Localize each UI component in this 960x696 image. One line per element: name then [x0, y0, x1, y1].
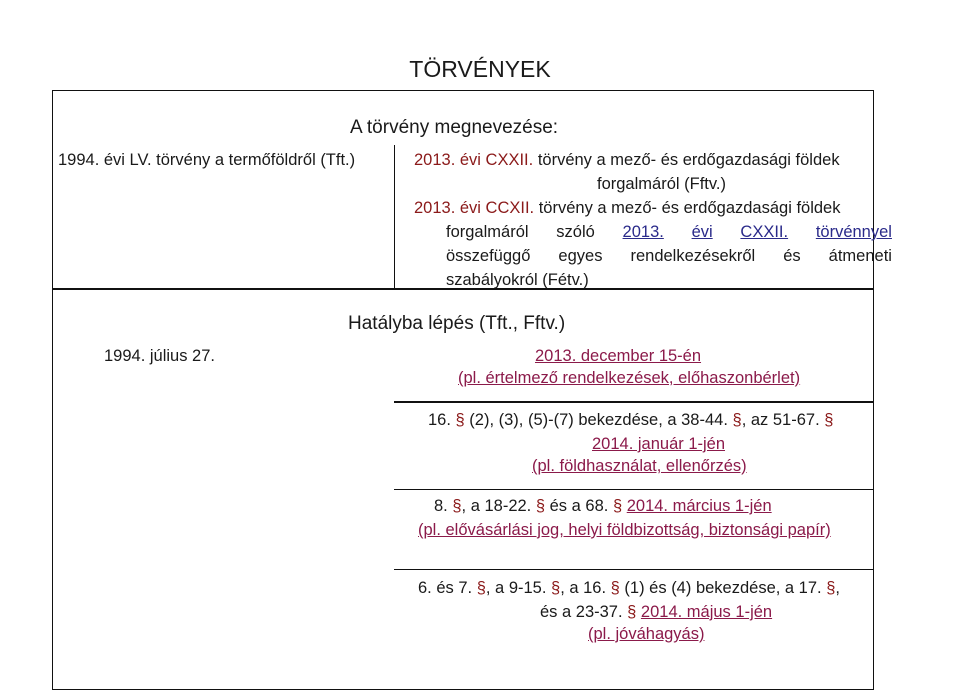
divider: [394, 145, 395, 290]
effect-note-3: (pl. elővásárlási jog, helyi földbizottság, biztonsági papír): [418, 521, 831, 539]
effect-provisions-4-line2: és a 23-37. § 2014. május 1-jén: [540, 603, 773, 621]
new-law-name-2-line3: összefüggő egyes rendelkezésekről és átmeneti: [446, 247, 892, 265]
effect-provisions-2: 16. § (2), (3), (5)-(7) bekezdése, a 38-44. §, az 51-67. §: [428, 411, 834, 429]
new-law-name-2-line2: forgalmáról szóló 2013. évi CXXII. törvénnyel: [446, 220, 892, 244]
effect-date-4[interactable]: 2014. május 1-jén: [640, 603, 773, 621]
effect-note-1: (pl. értelmező rendelkezések, előhaszonbérlet): [458, 369, 801, 387]
new-law-name-1-line2: forgalmáról (Fftv.): [597, 175, 726, 193]
effect-left-column: [52, 352, 394, 690]
effect-note-4: (pl. jóváhagyás): [588, 625, 705, 643]
page-title: TÖRVÉNYEK: [409, 56, 551, 82]
effect-note-2: (pl. földhasználat, ellenőrzés): [532, 457, 747, 475]
effect-date-1[interactable]: 2013. december 15-én: [535, 347, 702, 365]
old-law-effect-date: 1994. július 27.: [104, 347, 215, 365]
law-name-heading: A törvény megnevezése:: [350, 117, 559, 138]
effect-date-3[interactable]: 2014. március 1-jén: [626, 497, 772, 515]
new-law-1-id: 2013. évi CXXII.: [414, 151, 534, 169]
new-law-2-id: 2013. évi CCXII.: [414, 199, 535, 217]
effect-heading: Hatályba lépés (Tft., Fftv.): [348, 313, 566, 334]
effect-provisions-4: 6. és 7. §, a 9-15. §, a 16. § (1) és (4) bekezdése, a 17. §,: [418, 579, 840, 597]
new-law-name-1: 2013. évi CXXII. törvény a mező- és erdőgazdasági földek: [414, 151, 840, 169]
cross-ref-link[interactable]: 2013.: [622, 223, 664, 241]
effect-date-2[interactable]: 2014. január 1-jén: [592, 435, 726, 453]
effect-provisions-3: 8. §, a 18-22. § és a 68. § 2014. március 1-jén: [434, 497, 772, 515]
new-law-name-2: 2013. évi CCXII. törvény a mező- és erdőgazdasági földek: [414, 199, 841, 217]
old-law-name: 1994. évi LV. törvény a termőföldről (Tft.): [58, 151, 356, 169]
new-law-name-2-line4: szabályokról (Fétv.): [446, 271, 589, 289]
